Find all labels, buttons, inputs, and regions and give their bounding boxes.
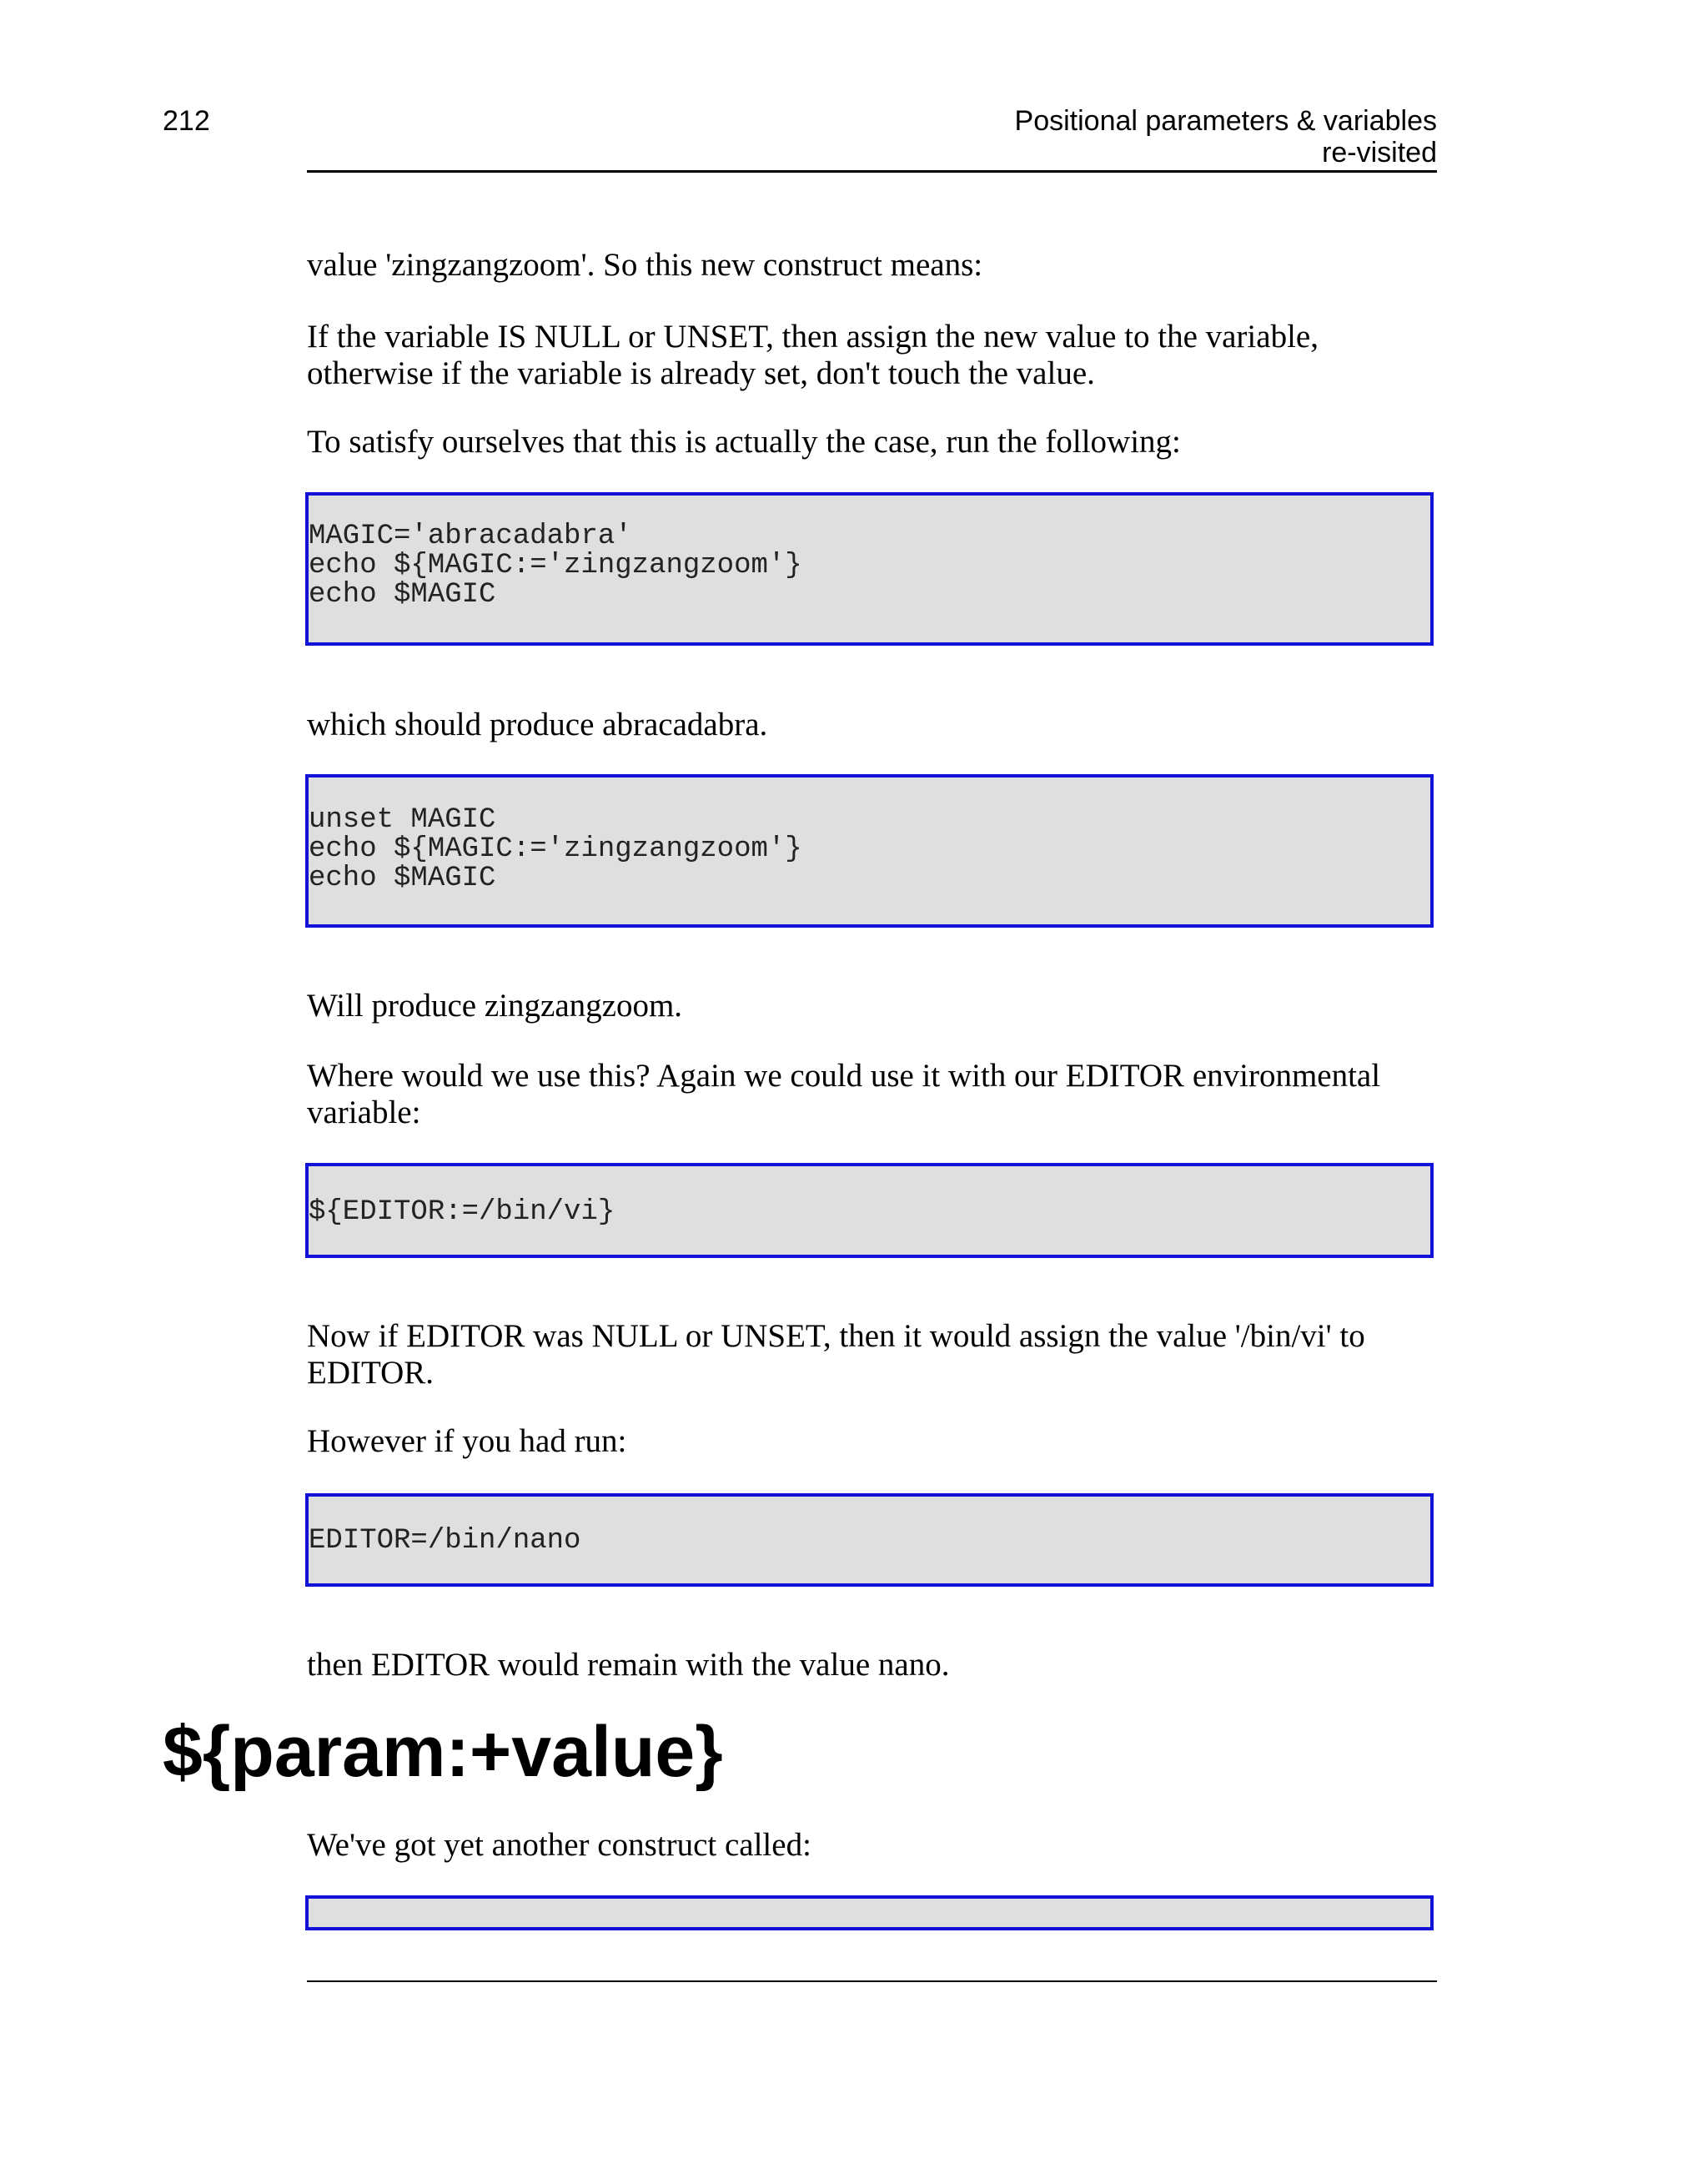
- paragraph-4: which should produce abracadabra.: [307, 707, 768, 742]
- paragraph-7: Now if EDITOR was NULL or UNSET, then it would assign the value '/bin/vi' to EDITOR.: [307, 1318, 1365, 1391]
- page-number: 212: [163, 105, 210, 137]
- running-header-line-2: re-visited: [1322, 137, 1437, 169]
- code-block-1-text: MAGIC='abracadabra' echo ${MAGIC:='zingzangzoom'} echo $MAGIC: [309, 521, 802, 611]
- paragraph-2: If the variable IS NULL or UNSET, then assign the new value to the variable, otherwise if the variable is already set, don't touch the value.: [307, 319, 1319, 391]
- section-heading: ${param:+value}: [163, 1712, 723, 1792]
- paragraph-9: then EDITOR would remain with the value nano.: [307, 1647, 950, 1683]
- code-block-5: [305, 1895, 1434, 1930]
- paragraph-1: value 'zingzangzoom'. So this new construct means:: [307, 247, 983, 283]
- paragraph-6: Where would we use this? Again we could use it with our EDITOR environmental variable:: [307, 1058, 1381, 1130]
- code-block-1: [305, 492, 1434, 646]
- footer-rule: [307, 1980, 1437, 1982]
- paragraph-10: We've got yet another construct called:: [307, 1827, 811, 1863]
- paragraph-8: However if you had run:: [307, 1423, 627, 1459]
- code-block-2-text: unset MAGIC echo ${MAGIC:='zingzangzoom'} echo $MAGIC: [309, 804, 802, 894]
- paragraph-3: To satisfy ourselves that this is actually the case, run the following:: [307, 424, 1181, 460]
- code-block-4-text: EDITOR=/bin/nano: [309, 1525, 581, 1557]
- paragraph-5: Will produce zingzangzoom.: [307, 988, 683, 1024]
- code-block-3: [305, 1163, 1434, 1258]
- code-block-4: [305, 1493, 1434, 1587]
- running-header: [686, 105, 1437, 169]
- code-block-3-text: ${EDITOR:=/bin/vi}: [309, 1196, 615, 1228]
- code-block-2: [305, 774, 1434, 928]
- header-rule: [307, 170, 1437, 173]
- running-header-line-1: Positional parameters & variables: [1014, 105, 1437, 137]
